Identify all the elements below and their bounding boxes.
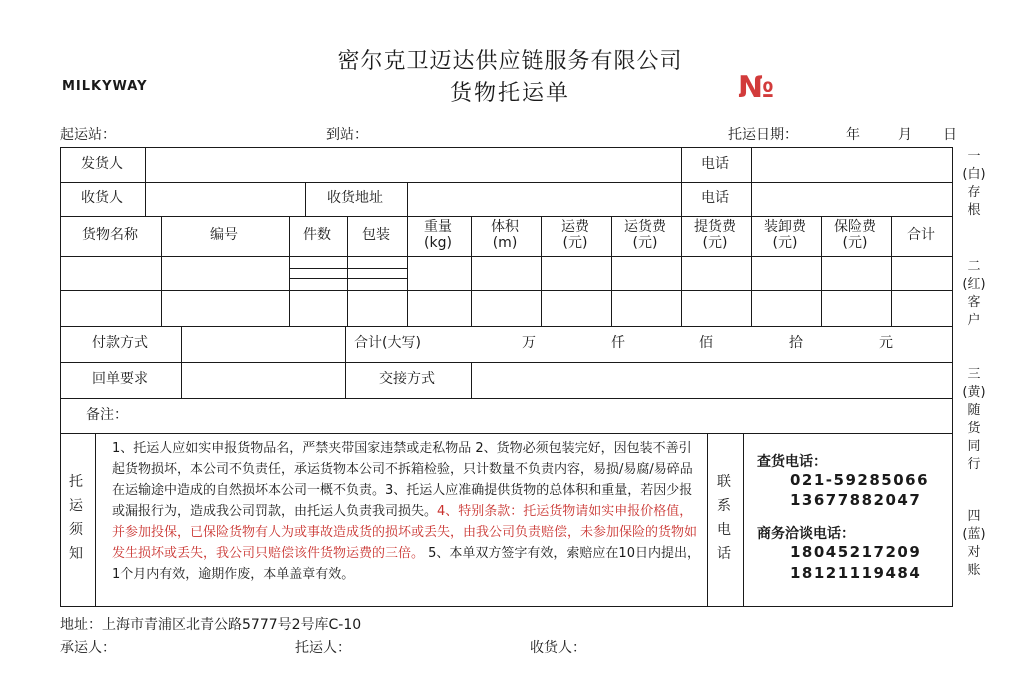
total-uppercase-label: 合计(大写) bbox=[354, 335, 421, 351]
origin-station-label: 起运站： bbox=[60, 127, 116, 143]
serial-number-mark: № bbox=[738, 70, 775, 105]
copy-yellow-with-goods bbox=[962, 366, 986, 474]
handover-method-label: 交接方式 bbox=[379, 371, 435, 387]
notice-label-char: 知 bbox=[69, 546, 83, 562]
col-volume-unit: (m) bbox=[492, 235, 518, 251]
copy-blue-reconcile-text: 四(蓝)对账 bbox=[962, 509, 986, 578]
consignee-address-label: 收货地址 bbox=[327, 190, 383, 206]
shipper-label: 发货人 bbox=[81, 156, 123, 172]
unit-qian: 仟 bbox=[611, 335, 625, 351]
document-title: 货物托运单 bbox=[449, 81, 570, 106]
col-volume bbox=[470, 215, 540, 255]
contact-label-char: 系 bbox=[717, 498, 731, 514]
shipper-phone-label: 电话 bbox=[701, 156, 729, 172]
day-label: 日 bbox=[943, 127, 957, 143]
consignee-phone-label: 电话 bbox=[701, 190, 729, 206]
col-freight-label: 运费 bbox=[561, 219, 589, 235]
inquiry-phone-label: 查货电话： bbox=[757, 454, 827, 470]
col-insurance-fee bbox=[820, 215, 890, 255]
col-weight-label: 重量 bbox=[424, 219, 452, 235]
col-total: 合计 bbox=[907, 227, 935, 243]
col-insurance-fee-unit: (元) bbox=[842, 235, 868, 251]
company-address: 地址：上海市青浦区北青公路5777号2号库C-10 bbox=[60, 617, 362, 633]
business-phone-1: 18045217209 bbox=[790, 543, 922, 561]
remarks-label: 备注： bbox=[86, 406, 128, 423]
notice-label-char: 运 bbox=[69, 498, 83, 514]
notice-label-char: 须 bbox=[69, 522, 83, 538]
business-phone-2: 18121119484 bbox=[790, 564, 922, 582]
copy-red-customer-text: 二(红)客户 bbox=[962, 259, 986, 328]
col-goods-name: 货物名称 bbox=[82, 227, 138, 243]
col-pieces: 件数 bbox=[303, 227, 331, 243]
month-label: 月 bbox=[898, 127, 912, 143]
col-handling-fee-unit: (元) bbox=[772, 235, 798, 251]
receiver-signature-label: 收货人： bbox=[530, 640, 586, 656]
notice-label-char: 托 bbox=[69, 474, 83, 490]
unit-wan: 万 bbox=[522, 335, 536, 351]
terms-part-1: 1、托运人应如实申报货物品名，严禁夹带国家违禁或走私物品 2、货物必须包装完好，因包装不善引起货物损坏，本公司不负责任，承运货物本公司不拆箱检验，只计数量不负责内容，易损/易腐/易碎品在运输途中造成的自然损坏本公司一概不负责。3、托运人应准确提供货物的总体积和重量，若因少报或漏报行为，造成我公司罚款，由托运人负责我司损失。 bbox=[112, 441, 693, 519]
col-pickup-fee-label: 提货费 bbox=[694, 219, 736, 235]
notice-label bbox=[66, 470, 86, 566]
shipping-terms bbox=[112, 438, 700, 585]
col-ship-fee-label: 运货费 bbox=[624, 219, 666, 235]
col-number: 编号 bbox=[210, 227, 238, 243]
col-ship-fee bbox=[610, 215, 680, 255]
payment-method-label: 付款方式 bbox=[92, 335, 148, 351]
destination-station-label: 到站： bbox=[326, 127, 368, 143]
col-freight-unit: (元) bbox=[562, 235, 588, 251]
ship-date-label: 托运日期： bbox=[728, 127, 798, 143]
copy-white-stub bbox=[962, 148, 986, 220]
col-handling-fee bbox=[750, 215, 820, 255]
carrier-signature-label: 承运人： bbox=[60, 640, 116, 656]
col-handling-fee-label: 装卸费 bbox=[764, 219, 806, 235]
col-volume-label: 体积 bbox=[491, 219, 519, 235]
company-name: 密尔克卫迈达供应链服务有限公司 bbox=[337, 49, 683, 74]
col-pickup-fee bbox=[680, 215, 750, 255]
receipt-requirement-label: 回单要求 bbox=[92, 371, 148, 387]
inquiry-phone-1: 021-59285066 bbox=[790, 471, 930, 489]
col-freight bbox=[540, 215, 610, 255]
copy-white-stub-text: 一(白)存根 bbox=[962, 149, 986, 218]
col-weight-unit: (kg) bbox=[424, 235, 452, 251]
inquiry-phone-2: 13677882047 bbox=[790, 491, 922, 509]
brand-logo-text: MILKYWAY bbox=[62, 79, 148, 94]
copy-red-customer bbox=[962, 258, 986, 330]
contact-label-char: 话 bbox=[717, 546, 731, 562]
copy-yellow-with-goods-text: 三(黄)随货同行 bbox=[962, 367, 986, 472]
contact-label bbox=[714, 470, 734, 566]
copy-blue-reconcile bbox=[962, 508, 986, 580]
consignee-label: 收货人 bbox=[81, 190, 123, 206]
unit-shi: 拾 bbox=[789, 335, 803, 351]
year-label: 年 bbox=[846, 127, 860, 143]
terms-special-clause: 4、特别条款：托运货物请如实申报价格值，并参加投保，已保险货物有人为或事故造成货的损坏或丢失，由我公司负责赔偿，未参加保险的货物如发生损坏或丢失，我公司只赔偿该件货物运费的三倍。 bbox=[112, 504, 698, 561]
business-phone-label: 商务洽谈电话： bbox=[757, 526, 855, 542]
contact-label-char: 联 bbox=[717, 474, 731, 490]
col-packaging: 包装 bbox=[362, 227, 390, 243]
terms-part-2: 5、本单双方签字有效，索赔应在10日内提出，1个月内有效，逾期作废，本单盖章有效。 bbox=[112, 546, 700, 582]
shipper-signature-label: 托运人： bbox=[295, 640, 351, 656]
unit-bai: 佰 bbox=[699, 335, 713, 351]
col-ship-fee-unit: (元) bbox=[632, 235, 658, 251]
contact-label-char: 电 bbox=[717, 522, 731, 538]
col-insurance-fee-label: 保险费 bbox=[834, 219, 876, 235]
col-pickup-fee-unit: (元) bbox=[702, 235, 728, 251]
col-weight bbox=[406, 215, 470, 255]
unit-yuan: 元 bbox=[879, 335, 893, 351]
